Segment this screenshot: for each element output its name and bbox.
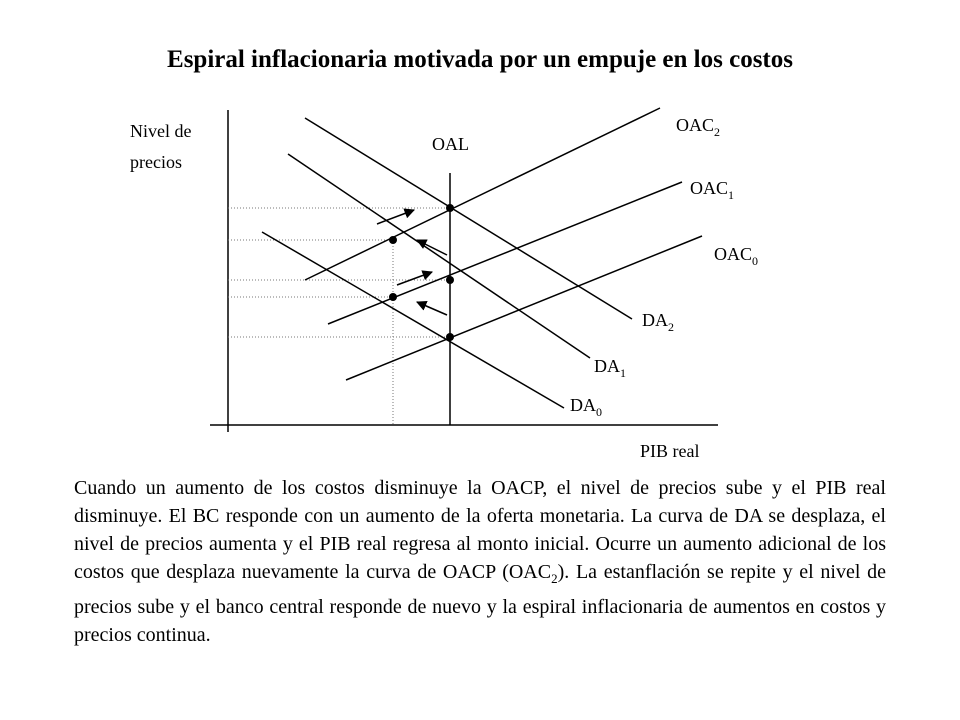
- equilibrium-point-4: [446, 204, 454, 212]
- caption-part1: Cuando un aumento de los costos disminuye la OACP, el nivel de precios sube y el PIB real disminuye. El BC responde con un aumento de la oferta monetaria. La curva de DA se desplaza, el nivel de precios aumenta y el PIB real regresa al monto inicial. Ocurre un aumento adicional de los costos que desplaza nuevamente la curva de OACP (OAC: [74, 477, 886, 583]
- equilibrium-points: [389, 204, 454, 341]
- oac2-curve: [305, 108, 660, 280]
- oac2-label: $OAC_2$: [676, 115, 721, 139]
- caption-subscript: 2: [551, 571, 558, 586]
- da0-curve: [262, 232, 564, 408]
- da1-label: $DA_1$: [594, 356, 626, 380]
- caption-text: [74, 474, 886, 649]
- oac1-label: $OAC_1$: [690, 178, 735, 202]
- arrow-to-da1: [397, 272, 432, 285]
- oal-label: OAL: [432, 134, 469, 154]
- equilibrium-point-2: [446, 276, 454, 284]
- da2-label: $DA_2$: [642, 310, 674, 334]
- equilibrium-point-1: [389, 293, 397, 301]
- arrow-to-oac2: [417, 240, 447, 255]
- oac1-curve: [328, 182, 682, 324]
- page-title: Espiral inflacionaria motivada por un empuje en los costos: [167, 46, 793, 73]
- equilibrium-point-3: [389, 236, 397, 244]
- arrow-to-oac1: [417, 302, 447, 315]
- equilibrium-point-0: [446, 333, 454, 341]
- da0-label: $DA_0$: [570, 395, 602, 419]
- x-axis-label: PIB real: [640, 441, 700, 461]
- y-axis-label-line2: precios: [130, 152, 182, 172]
- da1-curve: [288, 154, 590, 358]
- shift-arrows: [377, 210, 447, 315]
- y-axis-label-line1: Nivel de: [130, 121, 192, 141]
- caption-part2: ). La estanflación se repite y el nivel de precios sube y el banco central responde de nuevo y la espiral inflacionaria de aumentos en costos y precios continua.: [74, 561, 886, 646]
- oac0-label: $OAC_0$: [714, 244, 759, 268]
- oac0-curve: [346, 236, 702, 380]
